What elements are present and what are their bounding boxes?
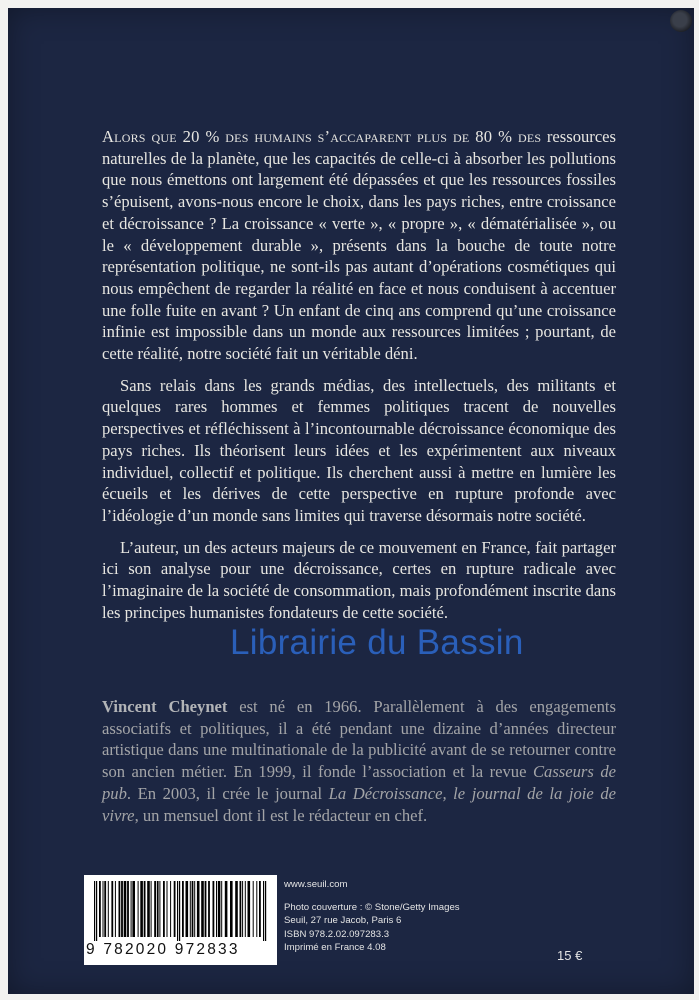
bio-text-2: . En 2003, il crée le journal (126, 783, 329, 803)
author-name: Vincent Cheynet (102, 697, 228, 716)
blurb (102, 126, 616, 633)
bio-text-1: est né en 1966. Parallèlement à des engagements associatifs et politiques, il a été pendant une dizaine d’années directeur artistique dans une multinationale de la publicité avant de se retourner contre son ancien métier. En 1999, il fonde l’association et la revue (102, 697, 616, 782)
photo-credit: Photo couverture : © Stone/Getty Images (284, 901, 460, 913)
blurb-paragraph-1 (102, 126, 616, 365)
publisher-website[interactable]: www.seuil.com (284, 879, 348, 890)
price: 15 € (557, 948, 583, 963)
barcode-bars (94, 881, 267, 941)
watermark: Librairie du Bassin (230, 623, 524, 662)
barcode-digits: 9 782020 972833 (86, 941, 240, 958)
isbn: ISBN 978.2.02.097283.3 (284, 928, 390, 940)
corner-wear (670, 10, 692, 32)
back-cover (8, 8, 694, 994)
blurb-paragraph-3: L’auteur, un des acteurs majeurs de ce mouvement en France, fait partager ici son analyse pour une décroissance, certes en rupture radicale avec l’imaginaire de la société de consommation, mais profondément inscrite dans les principes humanistes fondateurs de cette société. (102, 537, 616, 622)
blurb-lead: Alors que 20 % des humains s’accaparent plus de 80 % des (102, 127, 542, 146)
blurb-paragraph-1-rest: ressources naturelles de la planète, que les capacités de celle-ci à absorber les pollutions que nous émettons ont largement été dépassées et que les ressources fossiles s’épuisent, avons-nous encore le choix, dans les pays riches, entre croissance et décroissance ? La croissance « verte », « propre », « dématérialisée », ou le « développement durable », présents dans la bouche de toute notre représentation politique, ne sont-ils pas autant d’opérations cosmétiques qui nous empêchent de regarder la réalité en face et nous conduisent à accentuer une folle fuite en avant ? Un enfant de cinq ans comprend qu’une croissance infinie est impossible dans un monde aux ressources limitées ; pourtant, de cette réalité, notre société fait un véritable déni. (102, 127, 617, 364)
journal-title: La Décroissance, le journal de la joie de vivre (102, 783, 617, 825)
publisher-info (284, 878, 460, 955)
bio-text-3: , un mensuel dont il est le rédacteur en chef. (134, 805, 428, 825)
blurb-paragraph-2: Sans relais dans les grands médias, des intellectuels, des militants et quelques rares hommes et femmes politiques tracent de nouvelles perspectives et réfléchissent à l’incontournable décroissance économique des pays riches. Ils théorisent leurs idées et les expérimentent aux niveaux individuel, collectif et politique. Ils cherchent aussi à mettre en lumière les écueils et les dérives de cette perspective en rupture profonde avec l’idéologie d’un monde sans limites qui traverse désormais notre société. (102, 375, 616, 525)
publisher-address: Seuil, 27 rue Jacob, Paris 6 (284, 915, 402, 927)
barcode (84, 875, 277, 965)
printed-in: Imprimé en France 4.08 (284, 942, 386, 954)
author-bio (102, 696, 616, 826)
review-title: Casseurs de pub (102, 762, 616, 803)
